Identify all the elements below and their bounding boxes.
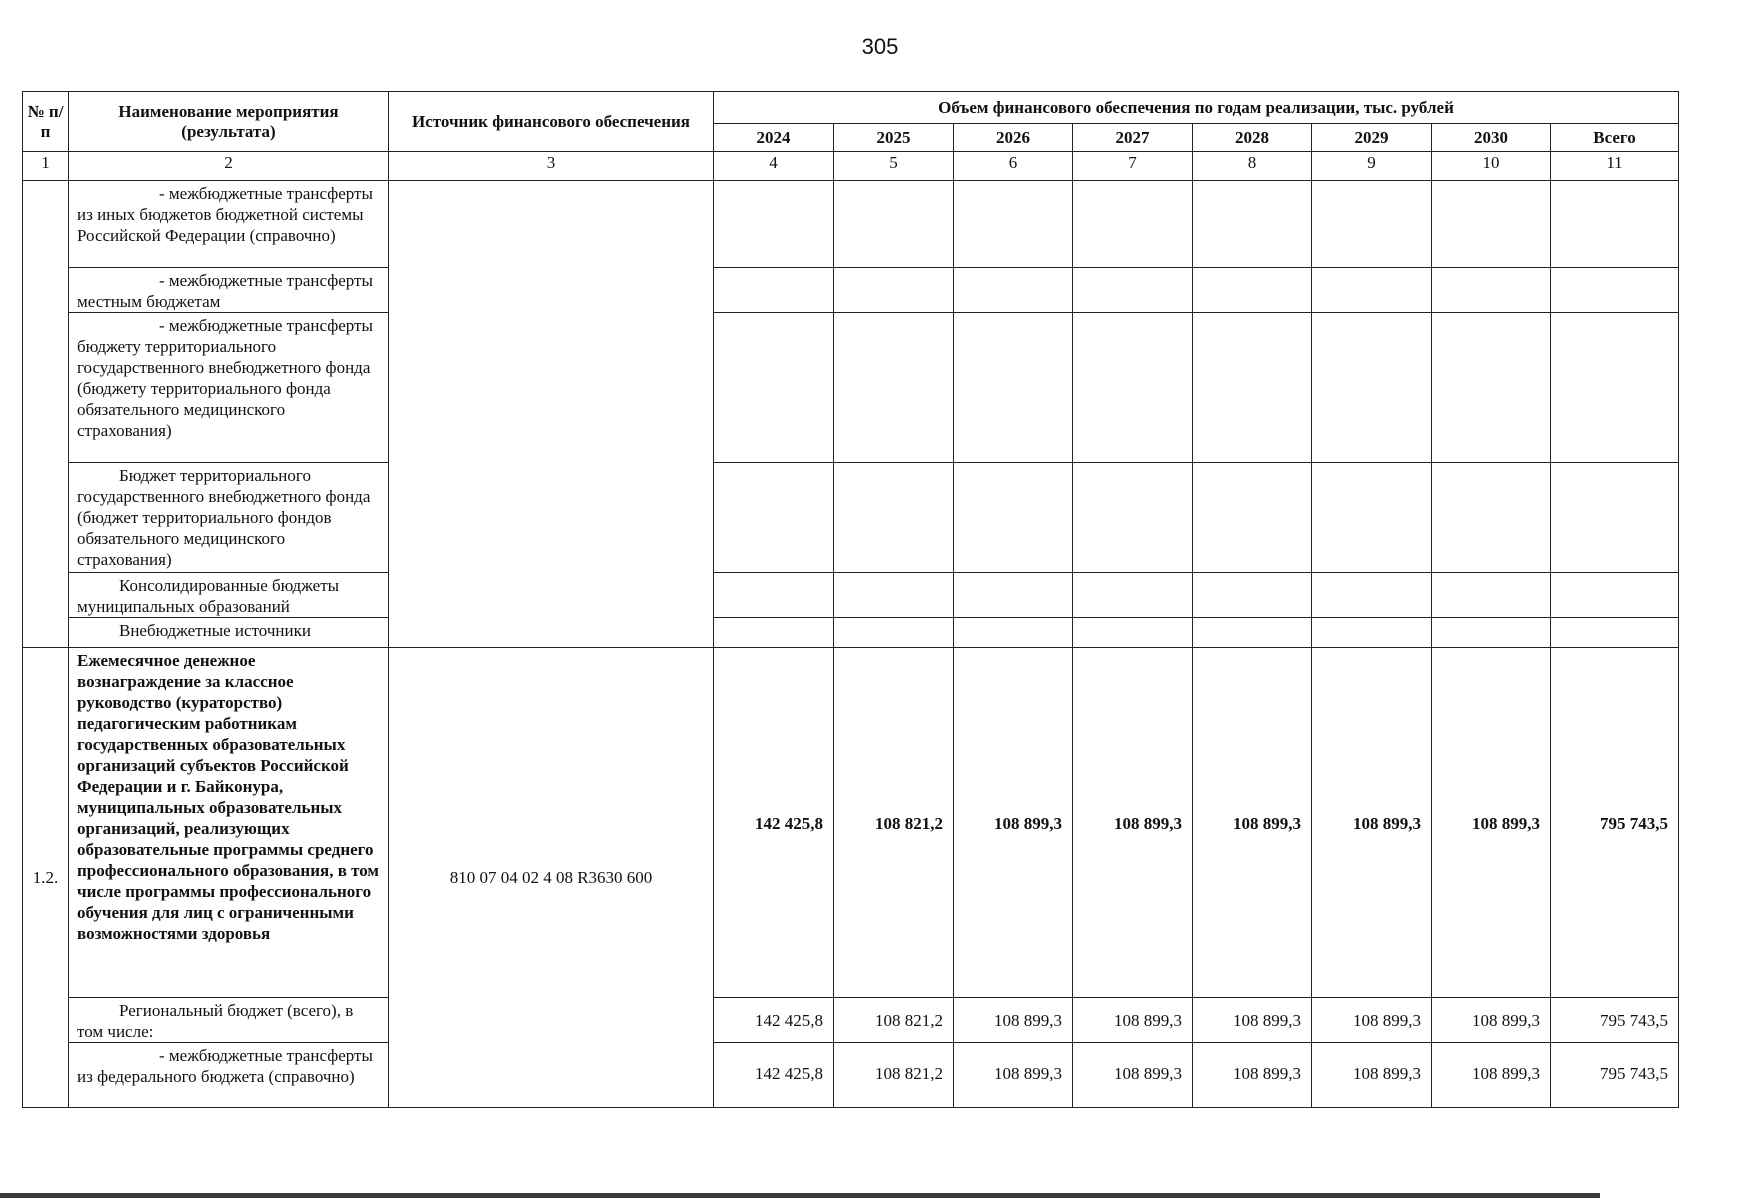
column-number: 6 bbox=[954, 152, 1073, 181]
row-name: - межбюджетные трансферты бюджету территориального государственного внебюджетного фонда (бюджету территориального фонда обязательного медицинского страхования) bbox=[69, 313, 389, 463]
row-name: - межбюджетные трансферты из федерального бюджета (справочно) bbox=[69, 1043, 389, 1108]
header-num: № п/п bbox=[23, 92, 69, 152]
column-number: 11 bbox=[1551, 152, 1679, 181]
financing-table bbox=[22, 91, 1679, 1108]
value-cell: 142 425,8 bbox=[714, 1043, 834, 1108]
header-year: 2028 bbox=[1193, 124, 1312, 152]
row-name: - межбюджетные трансферты местным бюджетам bbox=[69, 268, 389, 313]
column-number: 9 bbox=[1312, 152, 1432, 181]
value-cell: 108 821,2 bbox=[834, 1043, 954, 1108]
value-cell: 108 899,3 bbox=[954, 1043, 1073, 1108]
column-number: 5 bbox=[834, 152, 954, 181]
header-name: Наименование мероприятия (результата) bbox=[69, 92, 389, 152]
value-cell: 108 821,2 bbox=[834, 648, 954, 998]
value-cell: 108 899,3 bbox=[1193, 998, 1312, 1043]
table-row bbox=[23, 998, 1679, 1043]
column-number: 10 bbox=[1432, 152, 1551, 181]
table-row bbox=[23, 618, 1679, 648]
value-cell: 795 743,5 bbox=[1551, 1043, 1679, 1108]
value-cell: 108 899,3 bbox=[954, 998, 1073, 1043]
row-name: Консолидированные бюджеты муниципальных образований bbox=[69, 573, 389, 618]
value-cell: 142 425,8 bbox=[714, 998, 834, 1043]
table-row bbox=[23, 573, 1679, 618]
header-year: 2029 bbox=[1312, 124, 1432, 152]
table-row bbox=[23, 463, 1679, 573]
row-name: Бюджет территориального государственного внебюджетного фонда (бюджет территориального фондов обязательного медицинского страхования) bbox=[69, 463, 389, 573]
column-number: 7 bbox=[1073, 152, 1193, 181]
table-row bbox=[23, 313, 1679, 463]
row-name: - межбюджетные трансферты из иных бюджетов бюджетной системы Российской Федерации (справочно) bbox=[69, 181, 389, 268]
header-source: Источник финансового обеспечения bbox=[389, 92, 714, 152]
value-cell: 108 899,3 bbox=[1312, 1043, 1432, 1108]
value-cell: 108 899,3 bbox=[1073, 648, 1193, 998]
row-name: Региональный бюджет (всего), в том числе: bbox=[69, 998, 389, 1043]
column-number: 8 bbox=[1193, 152, 1312, 181]
column-number: 4 bbox=[714, 152, 834, 181]
column-number: 1 bbox=[23, 152, 69, 181]
value-cell: 108 899,3 bbox=[1073, 998, 1193, 1043]
header-year: 2024 bbox=[714, 124, 834, 152]
value-cell: 108 899,3 bbox=[1193, 648, 1312, 998]
scan-bottom-rule bbox=[0, 1193, 1600, 1198]
header-year: 2027 bbox=[1073, 124, 1193, 152]
value-cell: 108 899,3 bbox=[954, 648, 1073, 998]
value-cell: 108 821,2 bbox=[834, 998, 954, 1043]
value-cell: 108 899,3 bbox=[1312, 998, 1432, 1043]
value-cell: 795 743,5 bbox=[1551, 998, 1679, 1043]
row-number: 1.2. bbox=[23, 648, 69, 1108]
row-source: 810 07 04 02 4 08 R3630 600 bbox=[389, 648, 714, 1108]
header-year: 2030 bbox=[1432, 124, 1551, 152]
table-row bbox=[23, 648, 1679, 998]
column-number-row bbox=[23, 152, 1679, 181]
value-cell: 108 899,3 bbox=[1073, 1043, 1193, 1108]
table-row bbox=[23, 181, 1679, 268]
value-cell: 795 743,5 bbox=[1551, 648, 1679, 998]
header-year: 2025 bbox=[834, 124, 954, 152]
value-cell: 108 899,3 bbox=[1312, 648, 1432, 998]
value-cell: 142 425,8 bbox=[714, 648, 834, 998]
page-number: 305 bbox=[861, 34, 899, 59]
header-year: 2026 bbox=[954, 124, 1073, 152]
row-name: Ежемесячное денежное вознаграждение за классное руководство (кураторство) педагогическим работникам государственных образовательных организаций субъектов Российской Федерации и г. Байконура, муниципальных образовательных организаций, реализующих образовательные программы среднего профессионального образования, в том числе программы профессионального обучения для лиц с ограниченными возможностями здоровья bbox=[69, 648, 389, 998]
table-row bbox=[23, 1043, 1679, 1108]
row-name: Внебюджетные источники bbox=[69, 618, 389, 648]
column-number: 2 bbox=[69, 152, 389, 181]
column-number: 3 bbox=[389, 152, 714, 181]
value-cell: 108 899,3 bbox=[1432, 1043, 1551, 1108]
value-cell: 108 899,3 bbox=[1193, 1043, 1312, 1108]
row-number-empty bbox=[23, 181, 69, 648]
header-row bbox=[23, 92, 1679, 124]
table-row bbox=[23, 268, 1679, 313]
value-cell: 108 899,3 bbox=[1432, 998, 1551, 1043]
header-volume: Объем финансового обеспечения по годам реализации, тыс. рублей bbox=[714, 92, 1679, 124]
value-cell: 108 899,3 bbox=[1432, 648, 1551, 998]
row-source-empty bbox=[389, 181, 714, 648]
header-total: Всего bbox=[1551, 124, 1679, 152]
